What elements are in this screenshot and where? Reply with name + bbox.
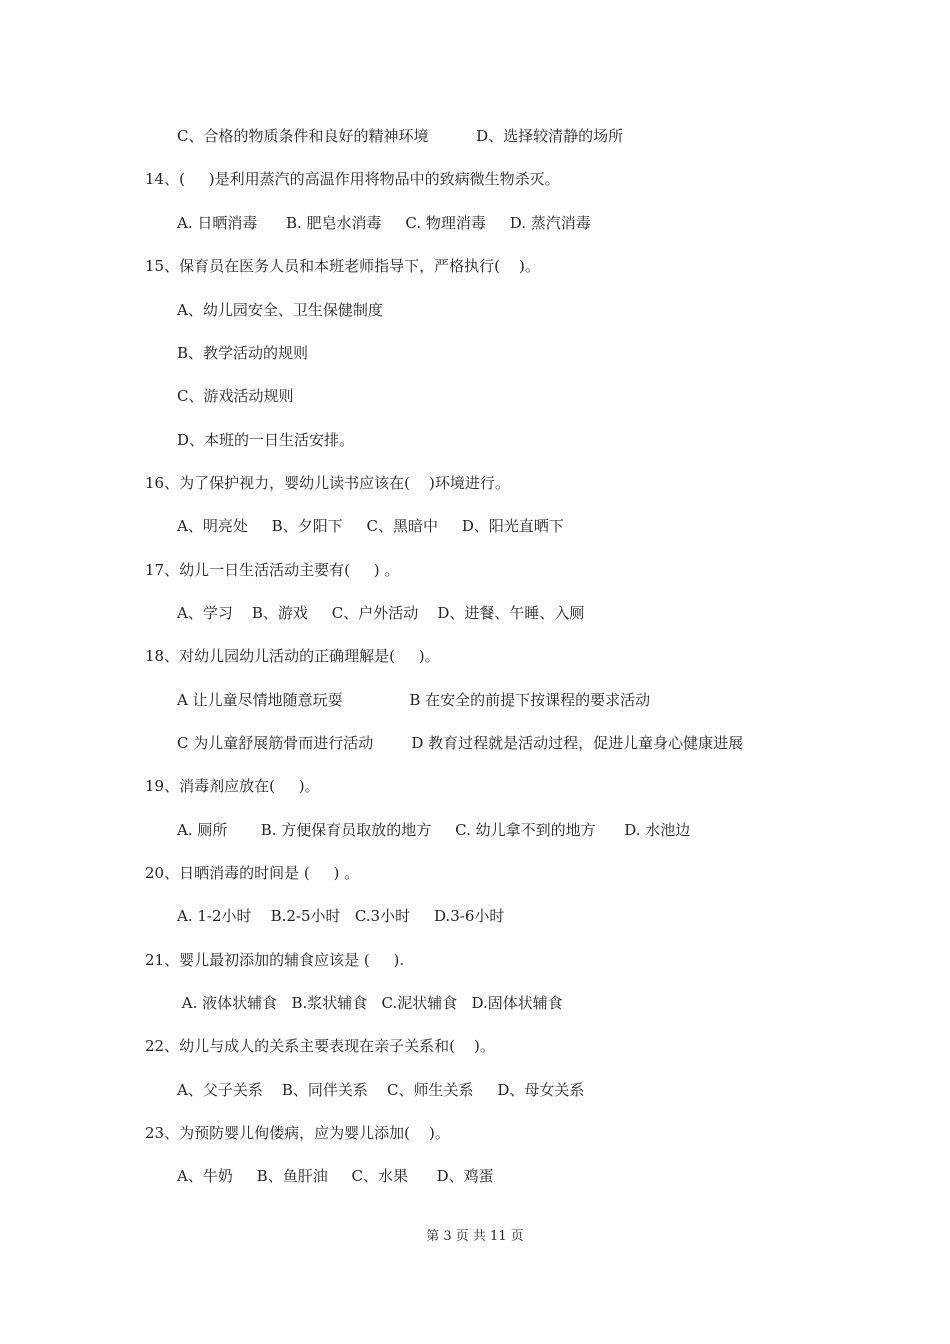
question-20-options: A. 1-2小时 B.2-5小时 C.3小时 D.3-6小时 [177,907,505,925]
question-17-options: A、学习 B、游戏 C、户外活动 D、进餐、午睡、入厕 [177,604,585,622]
question-21: 21、婴儿最初添加的辅食应该是 ( ). [145,951,405,969]
question-15-option-d: D、本班的一日生活安排。 [177,431,355,449]
question-15-option-b: B、教学活动的规则 [177,344,309,362]
question-23: 23、为预防婴儿佝偻病，应为婴儿添加( )。 [145,1124,450,1142]
question-15: 15、保育员在医务人员和本班老师指导下，严格执行( )。 [145,257,540,275]
question-16-options: A、明亮处 B、夕阳下 C、黑暗中 D、阳光直晒下 [177,517,564,535]
question-15-option-a: A、幼儿园安全、卫生保健制度 [177,301,383,319]
page-footer: 第 3 页 共 11 页 [426,1229,524,1244]
question-23-options: A、牛奶 B、鱼肝油 C、水果 D、鸡蛋 [177,1167,494,1185]
question-14: 14、( )是利用蒸汽的高温作用将物品中的致病微生物杀灭。 [145,170,560,188]
question-22-options: A、父子关系 B、同伴关系 C、师生关系 D、母女关系 [177,1081,585,1099]
question-22: 22、幼儿与成人的关系主要表现在亲子关系和( )。 [145,1037,495,1055]
question-21-options: A. 液体状辅食 B.浆状辅食 C.泥状辅食 D.固体状辅食 [177,994,563,1012]
question-14-options: A. 日晒消毒 B. 肥皂水消毒 C. 物理消毒 D. 蒸汽消毒 [177,214,591,232]
question-13-options: C、合格的物质条件和良好的精神环境 D、选择较清静的场所 [177,127,624,145]
question-20: 20、日晒消毒的时间是 ( ) 。 [145,864,360,882]
question-15-option-c: C、游戏活动规则 [177,387,294,405]
question-18: 18、对幼儿园幼儿活动的正确理解是( )。 [145,647,440,665]
question-19: 19、消毒剂应放在( )。 [145,777,320,795]
question-17: 17、幼儿一日生活活动主要有( ) 。 [145,561,400,579]
question-16: 16、为了保护视力，婴幼儿读书应该在( )环境进行。 [145,474,510,492]
question-18-options-cd: C 为儿童舒展筋骨而进行活动 D 教育过程就是活动过程，促进儿童身心健康进展 [177,734,744,752]
question-18-options-ab: A 让儿童尽情地随意玩耍 B 在安全的前提下按课程的要求活动 [177,691,651,709]
question-19-options: A. 厕所 B. 方便保育员取放的地方 C. 幼儿拿不到的地方 D. 水池边 [177,821,691,839]
